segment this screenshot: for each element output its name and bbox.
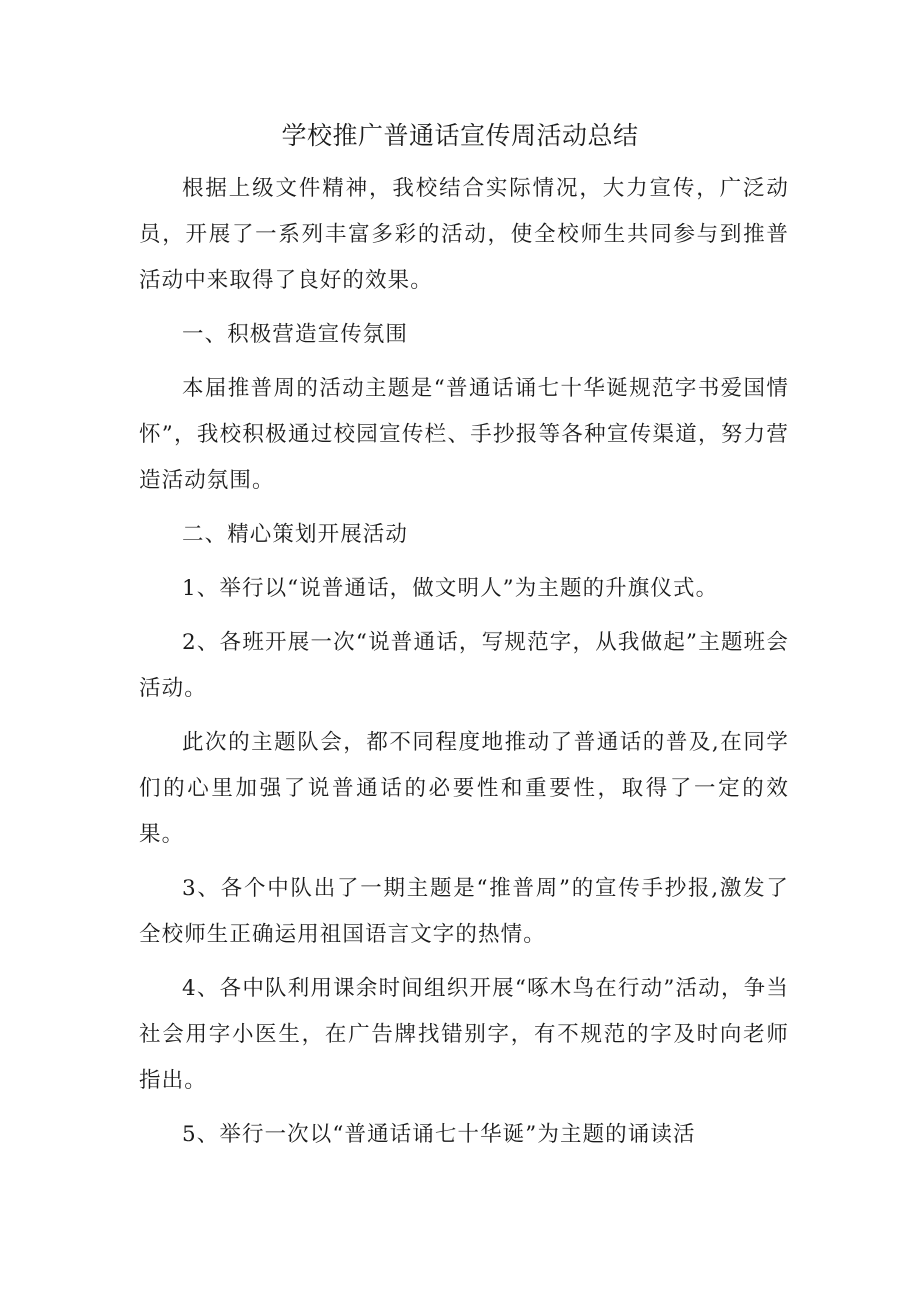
list-item-1: 1、举行以“说普通话，做文明人”为主题的升旗仪式。 <box>182 576 719 601</box>
paragraph-team-meeting: 此次的主题队会，都不同程度地推动了普通话的普及,在同学们的心里加强了说普通话的必要性和重要性，取得了一定的效果。 <box>139 730 789 847</box>
paragraph-theme: 本届推普周的活动主题是“普通话诵七十华诞规范字书爱国情怀”，我校积极通过校园宣传栏、手抄报等各种宣传渠道，努力营造活动氛围。 <box>139 376 789 493</box>
section-heading-2: 二、精心策划开展活动 <box>182 522 409 547</box>
list-item-5: 5、举行一次以“普通话诵七十华诞”为主题的诵读活 <box>182 1122 696 1147</box>
paragraph-intro: 根据上级文件精神，我校结合实际情况，大力宣传，广泛动员，开展了一系列丰富多彩的活动，使全校师生共同参与到推普活动中来取得了良好的效果。 <box>139 176 789 293</box>
document-title: 学校推广普通话宣传周活动总结 <box>281 121 639 150</box>
list-item-3: 3、各个中队出了一期主题是“推普周”的宣传手抄报,激发了全校师生正确运用祖国语言文字的热情。 <box>139 876 789 947</box>
list-item-2: 2、各班开展一次“说普通话，写规范字，从我做起”主题班会活动。 <box>139 630 789 701</box>
list-item-4: 4、各中队利用课余时间组织开展“啄木鸟在行动”活动，争当社会用字小医生，在广告牌找错别字，有不规范的字及时向老师指出。 <box>139 976 789 1093</box>
document-body <box>139 166 789 1166</box>
section-heading-1: 一、积极营造宣传氛围 <box>182 322 409 347</box>
